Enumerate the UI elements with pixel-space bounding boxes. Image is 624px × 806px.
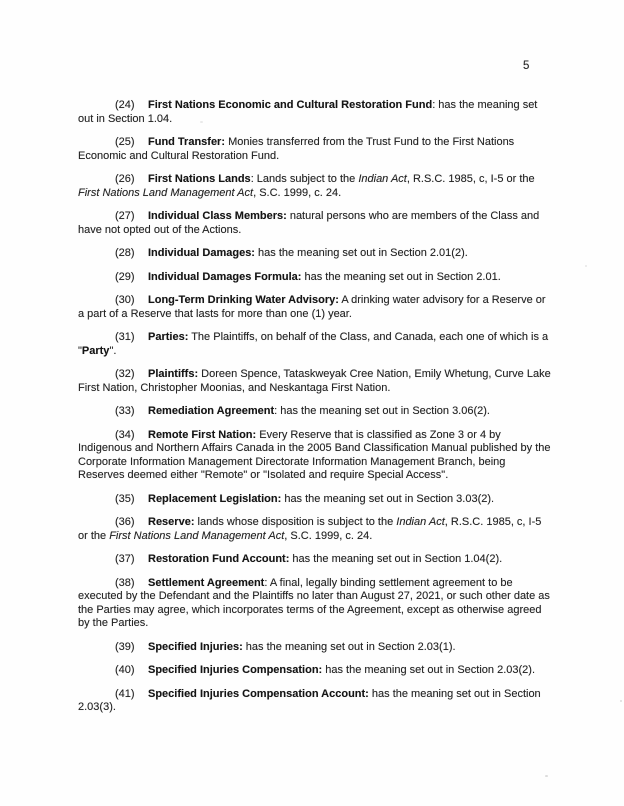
definition-number: (31) bbox=[115, 331, 135, 343]
definition-number: (33) bbox=[115, 405, 135, 417]
definition-number: (36) bbox=[115, 516, 135, 528]
definition-text-run: Monies transferred from the Trust Fund to the First Nations Economic and Cultural Restoration Fund. bbox=[78, 136, 515, 162]
definition-number: (30) bbox=[115, 294, 135, 306]
definition-text-run: Reserve: bbox=[148, 516, 195, 528]
definition-text-run: Restoration Fund Account: bbox=[148, 553, 290, 565]
definition-text-run: Specified Injuries Compensation Account: bbox=[148, 687, 369, 700]
definition-text-run: , S.C. 1999, c. 24. bbox=[284, 529, 373, 542]
definition-paragraph bbox=[78, 271, 552, 285]
definition-text-run: Fund Transfer: bbox=[148, 136, 226, 148]
definition-text-run: Plaintiffs: bbox=[148, 368, 199, 380]
definition-number: (38) bbox=[115, 576, 135, 589]
definition-paragraph bbox=[78, 210, 552, 237]
definition-text-run: Settlement Agreement bbox=[148, 576, 265, 589]
definition-text-run: has the meaning set out in Section 2.03(1). bbox=[242, 640, 456, 653]
definition-number: (25) bbox=[115, 136, 135, 148]
definition-text-run: lands whose disposition is subject to the bbox=[194, 516, 397, 528]
scan-speckle bbox=[545, 775, 548, 777]
definition-text-run: has the meaning set out in Section 2.03(2). bbox=[322, 664, 536, 676]
definition-text-run: Indian Act bbox=[396, 516, 445, 528]
definition-text-run: has the meaning set out in Section 1.04(2). bbox=[289, 553, 503, 565]
definition-text-run: First Nations Land Management Act bbox=[78, 186, 254, 199]
definition-text-run: Specified Injuries Compensation: bbox=[148, 664, 323, 676]
definition-text-run: Long-Term Drinking Water Advisory: bbox=[148, 294, 339, 306]
definition-text-run: has the meaning set out in Section 2.03(3). bbox=[78, 687, 541, 713]
definition-paragraph bbox=[78, 664, 552, 678]
definition-paragraph bbox=[78, 688, 552, 715]
definition-text-run: First Nations Economic and Cultural Restoration Fund bbox=[148, 99, 433, 111]
definition-text-run: : has the meaning set out in Section 3.06(2). bbox=[274, 405, 490, 417]
definition-paragraph bbox=[78, 493, 552, 507]
definition-text-run: , R.S.C. 1985, c, I-5 or the bbox=[78, 516, 542, 542]
definition-paragraph bbox=[78, 641, 552, 655]
definitions-list bbox=[78, 99, 552, 725]
definition-text-run: : Lands subject to the bbox=[250, 173, 359, 185]
definition-text-run: Individual Damages: bbox=[148, 247, 255, 259]
definition-paragraph bbox=[78, 294, 552, 321]
definition-paragraph bbox=[78, 173, 552, 200]
definition-number: (26) bbox=[115, 173, 135, 185]
definition-text-run: has the meaning set out in Section 3.03(2). bbox=[281, 492, 495, 505]
definition-text-run: A drinking water advisory for a Reserve or a part of a Reserve that lasts for more than one (1) year. bbox=[78, 294, 546, 320]
definition-paragraph bbox=[78, 136, 552, 163]
definition-text-run: Replacement Legislation: bbox=[148, 492, 282, 505]
definition-text-run: ". bbox=[109, 344, 117, 357]
definition-number: (24) bbox=[115, 99, 135, 111]
definition-paragraph bbox=[78, 429, 552, 483]
page-number: 5 bbox=[523, 60, 530, 72]
definition-paragraph bbox=[78, 368, 552, 395]
definition-number: (27) bbox=[115, 210, 135, 222]
definition-text-run: , S.C. 1999, c. 24. bbox=[253, 186, 342, 199]
scan-speckle bbox=[200, 121, 203, 123]
definition-text-run: Parties: bbox=[148, 331, 189, 343]
scan-speckle bbox=[620, 700, 622, 702]
definition-text-run: Remote First Nation: bbox=[148, 428, 257, 441]
definition-text-run: Party bbox=[81, 344, 110, 357]
definition-number: (32) bbox=[115, 368, 135, 380]
definition-text-run: First Nations Lands bbox=[148, 173, 251, 185]
definition-text-run: Individual Damages Formula: bbox=[148, 270, 302, 283]
definition-paragraph bbox=[78, 516, 552, 543]
definition-number: (35) bbox=[115, 492, 135, 505]
definition-number: (41) bbox=[115, 687, 135, 700]
definition-text-run: Individual Class Members: bbox=[148, 210, 287, 222]
definition-text-run: natural persons who are members of the Class and have not opted out of the Actions. bbox=[78, 210, 540, 236]
definition-paragraph bbox=[78, 577, 552, 631]
definition-number: (29) bbox=[115, 270, 135, 283]
definition-text-run: Doreen Spence, Tataskweyak Cree Nation, Emily Whetung, Curve Lake First Nation, Christopher Moonias, and Neskantaga First Nation. bbox=[78, 368, 551, 394]
definition-number: (28) bbox=[115, 247, 135, 259]
definition-text-run: Indian Act bbox=[358, 173, 407, 185]
definition-number: (37) bbox=[115, 553, 135, 565]
definition-text-run: : A final, legally binding settlement agreement to be executed by the Defendant and the Plaintiffs no later than August 27, 2021, or such other date as the Parties may agree, which incorporates terms of the Agreement, except as otherwise agreed by the Parties. bbox=[78, 576, 550, 629]
definition-paragraph bbox=[78, 247, 552, 261]
definition-text-run: Specified Injuries: bbox=[148, 640, 243, 653]
definition-text-run: has the meaning set out in Section 2.01(2). bbox=[254, 247, 468, 259]
scan-speckle bbox=[585, 265, 587, 267]
definition-paragraph bbox=[78, 405, 552, 419]
definition-text-run: Remediation Agreement bbox=[148, 405, 275, 417]
definition-paragraph bbox=[78, 99, 552, 126]
definition-number: (39) bbox=[115, 640, 135, 653]
definition-paragraph bbox=[78, 553, 552, 567]
definition-text-run: , R.S.C. 1985, c, I-5 or the bbox=[406, 173, 535, 185]
definition-text-run: The Plaintiffs, on behalf of the Class, and Canada, each one of which is a " bbox=[78, 331, 549, 357]
definition-text-run: Every Reserve that is classified as Zone 3 or 4 by Indigenous and Northern Affairs Canada in the 2005 Band Classification Manual published by the Corporate Information Management Directorate Information Management Branch, being Reserves deemed either "Remote" or "Isolated and require Special Access". bbox=[78, 428, 551, 481]
definition-number: (40) bbox=[115, 664, 135, 676]
definition-paragraph bbox=[78, 331, 552, 358]
definition-text-run: First Nations Land Management Act bbox=[109, 529, 285, 542]
definition-text-run: has the meaning set out in Section 2.01. bbox=[301, 270, 501, 283]
definition-text-run: : has the meaning set out in Section 1.04. bbox=[78, 99, 538, 125]
definition-number: (34) bbox=[115, 428, 135, 441]
